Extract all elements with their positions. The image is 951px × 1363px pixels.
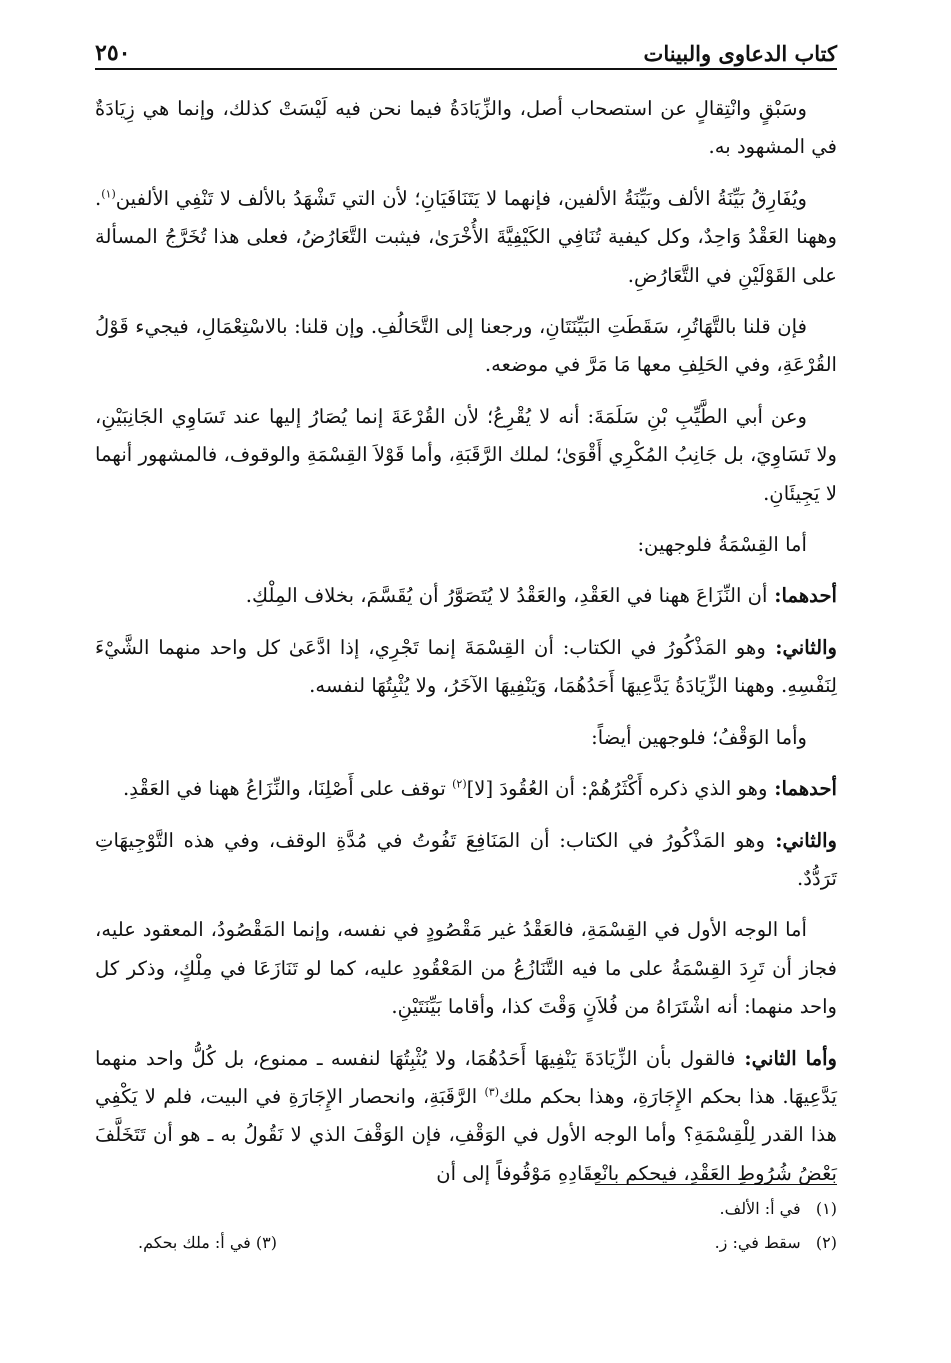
footnote-3 — [138, 1226, 277, 1260]
text-run: فإن قلنا بالتَّهَاتُرِ، سَقَطَتِ البَيِّنَتَانِ، ورجعنا إلى التَّحَالُفِ. وإن قلنا: بالاسْتِعْمَالِ، فيجيء قَوْلُ القُرْعَةِ، وفي الحَلِفِ معها مَا مَرَّ في موضعه. — [95, 315, 837, 377]
text-run: وأما الوَقْفُ؛ فلوجهين أيضاً: — [591, 725, 807, 749]
footnote-1 — [277, 1192, 837, 1226]
paragraph — [95, 526, 837, 564]
footnote-row — [95, 1226, 837, 1260]
lead-term: والثاني: — [765, 635, 837, 659]
text-run: توقف على أَصْلِنَا، والنِّزَاعُ ههنا في العَقْدِ. — [123, 777, 453, 801]
text-run: فالقول بأن الزِّيَادَةَ يَنْفِيهَا أَحَدُهُمَا، ولا يُثْبِتُهَا لنفسه ـ ممنوع، بل كُلُّ واحد منهما يَدَّعِيهَا. هذا بحكم الإِجَارَةِ، وهذا بحكم ملك — [95, 1046, 838, 1108]
lead-term: أحدهما: — [767, 777, 837, 801]
text-run: وسَبْقٍ وانْتِقالٍ عن استصحاب أصل، والزِّيَادَةُ فيما نحن فيه لَيْسَتْ كذلك، وإنما هي زِيَادَةٌ في المشهود به. — [95, 97, 837, 159]
lead-term: والثاني: — [764, 828, 837, 852]
footnote-text: في أ: الألف. — [719, 1199, 801, 1218]
paragraph — [95, 1040, 837, 1194]
paragraph — [95, 90, 837, 167]
footnote-separator — [595, 1184, 837, 1185]
paragraph — [95, 308, 837, 385]
footnote-row — [95, 1192, 837, 1226]
text-run: . وههنا العَقْدُ وَاحِدٌ، وكل كيفية تُنَافِي الكَيْفِيَّةَ الأُخْرَىٰ، فيثبت التَّعَارُضُ، فعلى هذا تُخَرَّجُ المسألة على القَوْلَيْنِ في التَّعَارُضِ. — [95, 186, 837, 287]
text-run: وهو المَذْكُورُ في الكتاب: أن القِسْمَةَ إنما تَجْرِي، إذا ادَّعَىٰ كل واحد منهما الشَّيْءَ لِنَفْسِهِ. وههنا الزِّيَادَةُ يَدَّعِيهَا أَحَدُهُمَا، وَيَنْفِيهَا الآخَرُ، ولا يُثْبِتُهَا لنفسه. — [95, 635, 837, 698]
paragraph — [95, 398, 837, 513]
paragraph — [95, 577, 837, 615]
running-header — [95, 30, 837, 66]
paragraph — [95, 911, 837, 1026]
header-rule — [95, 68, 837, 70]
paragraph — [95, 629, 837, 706]
text-run: أما الوجه الأول في القِسْمَةِ، فالعَقْدُ غير مَقْصُودٍ في نفسه، وإنما المَقْصُودُ، المعقود عليه، فجاز أن تَرِدَ القِسْمَةُ على ما فيه التَّنَازُعُ من المَعْقُودِ عليه، كما لو تَنَازَعَا في مِلْكٍ، وذكر كل واحد منهما: أنه اشْتَرَاهُ من فُلاَنٍ وَقْتَ كذا، وأقاما بَيِّنَتَيْنِ. — [95, 918, 837, 1019]
text-run: وهو الذي ذكره أَكْثَرُهُمْ: أن العُقُودَ [لا] — [466, 777, 768, 801]
text-run: أما القِسْمَةُ فلوجهين: — [637, 533, 807, 557]
footnote-mark: (٣) — [255, 1233, 277, 1252]
footnote-ref: (٢) — [452, 777, 467, 791]
chapter-title: كتاب الدعاوى والبينات — [643, 41, 837, 66]
page-number: ٢٥٠ — [95, 40, 131, 66]
footnote-mark: (١) — [815, 1199, 837, 1218]
footnote-2 — [277, 1226, 837, 1260]
footnote-mark: (٢) — [815, 1233, 837, 1252]
lead-term: وأما الثاني: — [735, 1046, 838, 1070]
text-run: أن النِّزَاعَ ههنا في العَقْدِ، والعَقْدُ لا يُتَصَوَّرُ أن يُقَسَّمَ، بخلاف المِلْكِ. — [245, 584, 768, 608]
footnote-text: سقط في: ز. — [714, 1233, 801, 1252]
footnote-text: في أ: ملك بحكم. — [138, 1233, 251, 1252]
footnotes — [95, 1192, 837, 1260]
footnote-ref: (٣) — [484, 1085, 500, 1099]
paragraph — [95, 822, 837, 899]
paragraph — [95, 719, 837, 757]
main-text — [95, 90, 837, 1206]
text-run: وعن أبي الطَّيِّبِ بْنِ سَلَمَةَ: أنه لا يُقْرِعُ؛ لأن القُرْعَةَ إنما يُصَارُ إليها عند تَسَاوِي الجَانِبَيْنِ، ولا تَسَاوِيَ، بل جَانِبُ المُكْرِي أَقْوَىٰ؛ لملك الرَّقَبَةِ، وأما قَوْلاَ القِسْمَةِ والوقوف، فالمشهور أنهما لا يَجِيئَانِ. — [95, 404, 837, 505]
lead-term: أحدهما: — [767, 584, 837, 608]
paragraph — [95, 180, 837, 295]
footnote-ref: (١) — [101, 187, 116, 201]
text-run: الرَّقَبَةِ، وانحصار الإِجَارَةِ في البيت، فلم لا يَكْفِي هذا القدر لِلْقِسْمَةِ؟ وأما الوجه الأول في الوَقْفِ، فإن الوَقْفَ الذي لا نَقُولُ به ـ هو أن تَتَخَلَّفَ بَعْضُ شُرُوطِ العَقْدِ، فيحكم بانْعِقَادِهِ مَوْقُوفاً إلى أن — [95, 1084, 837, 1185]
text-run: ويُفَارِقُ بَيِّنَةُ الألف وبَيِّنَةُ الألفين، فإنهما لا يَتَنَافَيَانِ؛ لأن التي تَشْهَدُ بالألف لا تَنْفِي الألفين — [115, 186, 807, 210]
paragraph — [95, 770, 837, 808]
text-run: وهو المَذْكُورُ في الكتاب: أن المَنَافِعَ تَفُوتُ في مُدَّةِ الوقف، وفي هذه التَّوْجِيهَاتِ تَرَدُّدٌ. — [95, 828, 837, 890]
